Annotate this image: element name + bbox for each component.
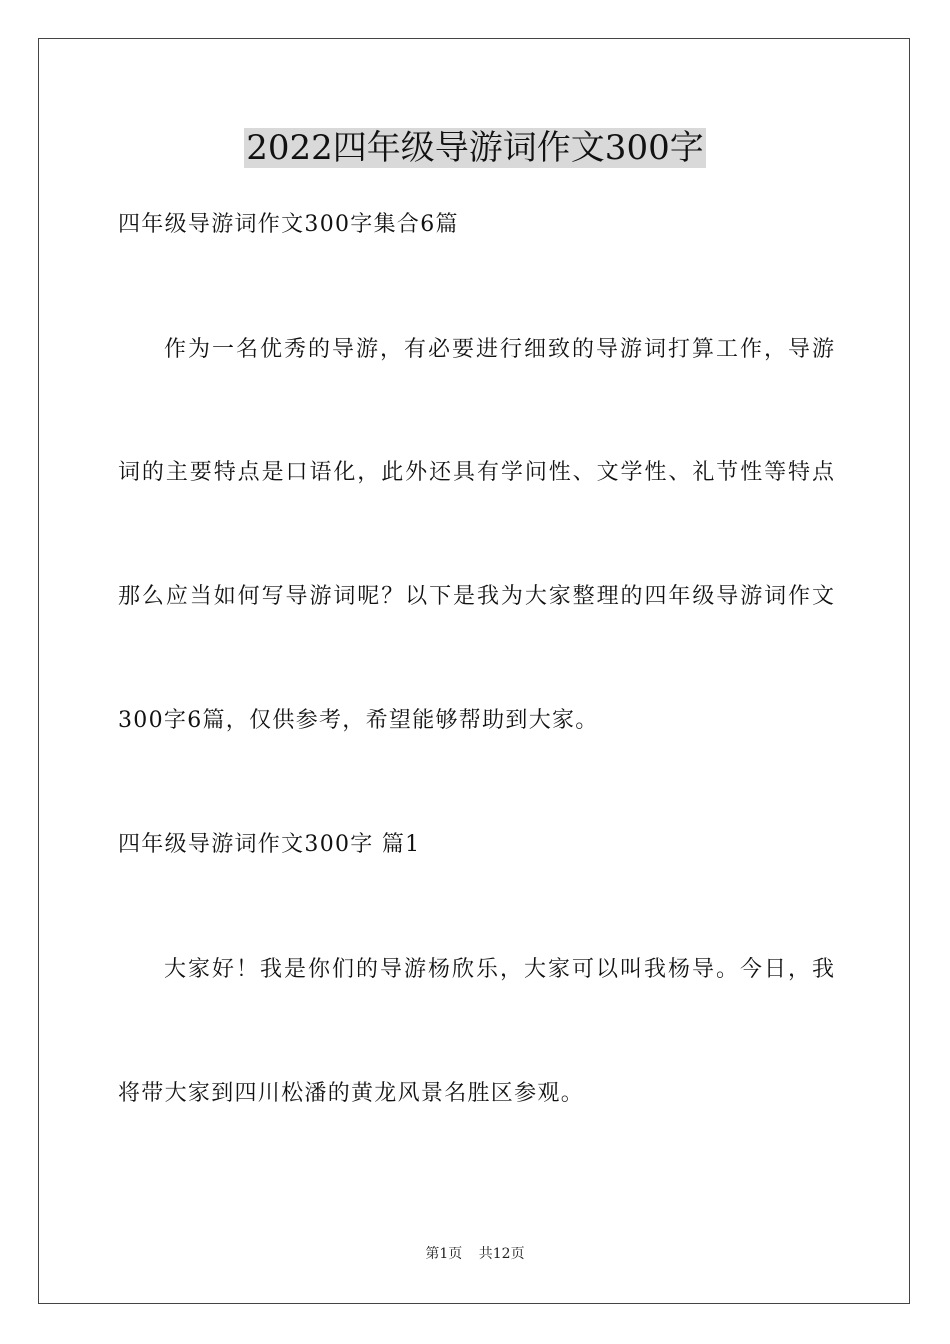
title-container [0,128,950,168]
paragraph-line: 作为一名优秀的导游，有必要进行细致的导游词打算工作，导游 [164,337,834,362]
document-title: 2022四年级导游词作文300字 [246,128,704,168]
subtitle-line: 四年级导游词作文300字集合6篇 [118,212,459,237]
paragraph-line: 词的主要特点是口语化，此外还具有学问性、文学性、礼节性等特点 [118,460,834,485]
page-number-total: 共12页 [478,1246,525,1262]
paragraph-line: 大家好！我是你们的导游杨欣乐，大家可以叫我杨导。今日，我 [164,957,834,982]
page-number-current: 第1页 [425,1246,463,1262]
section-heading: 四年级导游词作文300字 篇1 [118,832,421,857]
paragraph-line: 那么应当如何写导游词呢？以下是我为大家整理的四年级导游词作文 [118,584,834,609]
paragraph-line: 将带大家到四川松潘的黄龙风景名胜区参观。 [118,1081,585,1106]
paragraph-line: 300字6篇，仅供参考，希望能够帮助到大家。 [118,708,599,733]
page-footer [0,1245,950,1263]
